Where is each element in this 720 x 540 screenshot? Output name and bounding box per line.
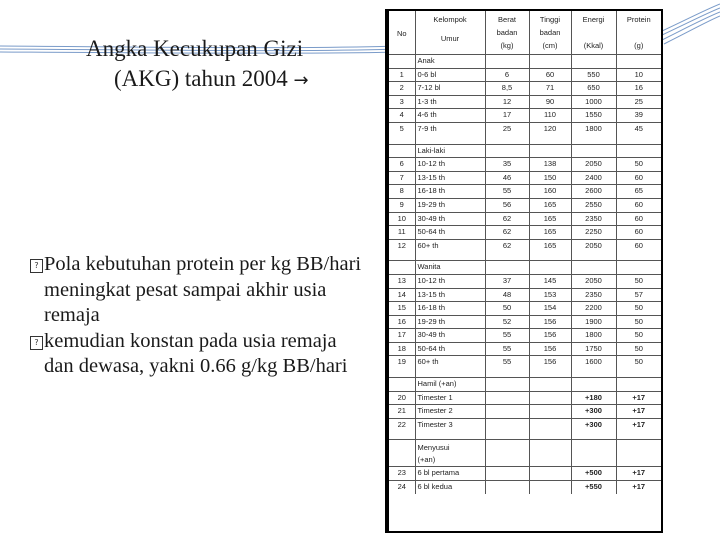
cell-tinggi: 120 <box>529 122 571 135</box>
empty-cell <box>389 261 415 275</box>
section-label <box>415 144 485 158</box>
cell-tinggi: 165 <box>529 212 571 226</box>
empty-cell <box>616 252 661 261</box>
cell-tinggi <box>529 418 571 431</box>
cell-tinggi <box>529 467 571 481</box>
empty-cell <box>529 55 571 69</box>
cell-energi: 2050 <box>571 239 616 252</box>
empty-cell <box>389 136 415 145</box>
empty-cell <box>389 144 415 158</box>
empty-cell <box>571 369 616 378</box>
table-row <box>389 171 661 185</box>
cell-kelompok: Timester 2 <box>415 405 485 419</box>
empty-cell <box>616 431 661 440</box>
section-gap <box>389 369 661 378</box>
cell-berat: 52 <box>485 315 529 329</box>
cell-energi: 1550 <box>571 109 616 123</box>
cell-protein: +17 <box>616 467 661 481</box>
slide-title <box>86 34 309 96</box>
cell-protein: 60 <box>616 212 661 226</box>
section-label <box>415 378 485 392</box>
table-row <box>389 329 661 343</box>
empty-cell <box>389 431 415 440</box>
empty-cell <box>616 378 661 392</box>
empty-cell <box>616 261 661 275</box>
section-label-text: Laki-laki <box>417 145 446 155</box>
section-label-text: Hamil (+an) <box>417 379 457 389</box>
cell-protein: 50 <box>616 342 661 356</box>
empty-cell <box>529 252 571 261</box>
cell-tinggi: 156 <box>529 356 571 369</box>
empty-cell <box>389 440 415 467</box>
cell-kelompok: 1-3 th <box>415 95 485 109</box>
section-label <box>415 440 485 467</box>
cell-energi: 1600 <box>571 356 616 369</box>
cell-berat: 37 <box>485 274 529 288</box>
missing-glyph-icon: ? <box>30 336 43 350</box>
cell-no: 17 <box>389 329 415 343</box>
table-row <box>389 95 661 109</box>
cell-tinggi: 145 <box>529 274 571 288</box>
empty-cell <box>415 136 485 145</box>
empty-cell <box>571 144 616 158</box>
section-label-text: Wanita <box>417 262 441 272</box>
table-row <box>389 467 661 481</box>
header-protein: Protein (g) <box>616 11 661 55</box>
bullet-text: kemudian konstan pada usia remaja dan dewasa, yakni 0.66 g/kg BB/hari <box>44 329 348 377</box>
cell-no: 8 <box>389 185 415 199</box>
cell-tinggi: 138 <box>529 158 571 172</box>
cell-protein: 60 <box>616 171 661 185</box>
cell-tinggi: 165 <box>529 239 571 252</box>
cell-energi: 1900 <box>571 315 616 329</box>
cell-protein: 50 <box>616 329 661 343</box>
cell-kelompok: 30-49 th <box>415 212 485 226</box>
header-energi: Energi (Kkal) <box>571 11 616 55</box>
empty-cell <box>485 252 529 261</box>
cell-protein: 50 <box>616 315 661 329</box>
empty-cell <box>485 55 529 69</box>
cell-berat: 62 <box>485 239 529 252</box>
cell-no: 2 <box>389 82 415 96</box>
cell-protein: 60 <box>616 239 661 252</box>
table-row <box>389 68 661 82</box>
cell-berat: 62 <box>485 226 529 240</box>
cell-berat: 56 <box>485 198 529 212</box>
empty-cell <box>571 252 616 261</box>
cell-no: 19 <box>389 356 415 369</box>
section-label <box>415 261 485 275</box>
cell-berat: 6 <box>485 68 529 82</box>
cell-energi: +300 <box>571 418 616 431</box>
cell-berat <box>485 467 529 481</box>
cell-protein: +17 <box>616 391 661 405</box>
table-row <box>389 122 661 135</box>
section-gap <box>389 252 661 261</box>
empty-cell <box>485 144 529 158</box>
empty-cell <box>571 136 616 145</box>
cell-kelompok: 60+ th <box>415 239 485 252</box>
table-header-row <box>389 11 661 55</box>
section-label-text: Menyusui <box>417 443 450 453</box>
cell-protein: +17 <box>616 418 661 431</box>
empty-cell <box>616 55 661 69</box>
cell-tinggi: 160 <box>529 185 571 199</box>
cell-kelompok: 50-64 th <box>415 342 485 356</box>
cell-kelompok: Timester 1 <box>415 391 485 405</box>
cell-energi: 2050 <box>571 274 616 288</box>
cell-tinggi: 153 <box>529 288 571 302</box>
section-header-row <box>389 378 661 392</box>
cell-kelompok: 10-12 th <box>415 158 485 172</box>
table-row <box>389 226 661 240</box>
section-gap <box>389 431 661 440</box>
table-row <box>389 302 661 316</box>
cell-no: 22 <box>389 418 415 431</box>
cell-kelompok: 13-15 th <box>415 288 485 302</box>
cell-berat <box>485 481 529 494</box>
cell-protein: 50 <box>616 158 661 172</box>
cell-energi: 1750 <box>571 342 616 356</box>
cell-berat: 48 <box>485 288 529 302</box>
cell-energi: 2350 <box>571 212 616 226</box>
cell-berat: 25 <box>485 122 529 135</box>
cell-protein: 60 <box>616 226 661 240</box>
cell-tinggi: 71 <box>529 82 571 96</box>
empty-cell <box>529 144 571 158</box>
cell-berat: 50 <box>485 302 529 316</box>
title-line-1: Angka Kecukupan Gizi <box>86 36 304 61</box>
empty-cell <box>616 440 661 467</box>
cell-no: 11 <box>389 226 415 240</box>
section-header-row <box>389 261 661 275</box>
empty-cell <box>485 261 529 275</box>
cell-no: 21 <box>389 405 415 419</box>
empty-cell <box>485 369 529 378</box>
cell-kelompok: 30-49 th <box>415 329 485 343</box>
cell-energi: 2250 <box>571 226 616 240</box>
cell-protein: 16 <box>616 82 661 96</box>
empty-cell <box>389 369 415 378</box>
table-row <box>389 158 661 172</box>
section-gap <box>389 136 661 145</box>
cell-kelompok: 10-12 th <box>415 274 485 288</box>
header-berat-badan: Berat badan (kg) <box>485 11 529 55</box>
cell-berat: 55 <box>485 342 529 356</box>
cell-energi: 2550 <box>571 198 616 212</box>
cell-kelompok: 13-15 th <box>415 171 485 185</box>
cell-no: 18 <box>389 342 415 356</box>
empty-cell <box>571 378 616 392</box>
cell-no: 13 <box>389 274 415 288</box>
table-row <box>389 342 661 356</box>
section-header-row <box>389 55 661 69</box>
arrow-right-icon: → <box>287 70 309 91</box>
cell-berat <box>485 405 529 419</box>
table-row <box>389 109 661 123</box>
bullet-text: Pola kebutuhan protein per kg BB/hari meningkat pesat sampai akhir usia remaja <box>44 253 362 326</box>
cell-berat: 55 <box>485 185 529 199</box>
cell-tinggi: 156 <box>529 342 571 356</box>
empty-cell <box>571 55 616 69</box>
cell-tinggi: 156 <box>529 315 571 329</box>
cell-energi: +500 <box>571 467 616 481</box>
cell-energi: 1800 <box>571 122 616 135</box>
cell-kelompok: 50-64 th <box>415 226 485 240</box>
cell-energi: 1000 <box>571 95 616 109</box>
cell-no: 6 <box>389 158 415 172</box>
table-row <box>389 288 661 302</box>
cell-kelompok: 60+ th <box>415 356 485 369</box>
cell-protein: 65 <box>616 185 661 199</box>
cell-no: 14 <box>389 288 415 302</box>
cell-protein: 50 <box>616 274 661 288</box>
cell-tinggi: 154 <box>529 302 571 316</box>
cell-kelompok: 16-18 th <box>415 302 485 316</box>
cell-tinggi: 165 <box>529 198 571 212</box>
title-line-2: (AKG) tahun 2004 → <box>114 66 309 91</box>
cell-berat: 8,5 <box>485 82 529 96</box>
cell-no: 1 <box>389 68 415 82</box>
akg-table <box>389 11 661 494</box>
cell-no: 16 <box>389 315 415 329</box>
cell-protein: 10 <box>616 68 661 82</box>
missing-glyph-icon: ? <box>30 259 43 273</box>
empty-cell <box>415 252 485 261</box>
empty-cell <box>616 144 661 158</box>
cell-no: 10 <box>389 212 415 226</box>
table-row <box>389 212 661 226</box>
cell-protein: 45 <box>616 122 661 135</box>
table-row <box>389 391 661 405</box>
cell-kelompok: 7-12 bl <box>415 82 485 96</box>
cell-no: 23 <box>389 467 415 481</box>
table-row <box>389 418 661 431</box>
akg-table-image <box>385 9 663 533</box>
empty-cell <box>571 261 616 275</box>
header-kelompok-umur: Kelompok Umur <box>415 11 485 55</box>
cell-no: 15 <box>389 302 415 316</box>
empty-cell <box>415 431 485 440</box>
cell-energi: 2050 <box>571 158 616 172</box>
table-row <box>389 82 661 96</box>
empty-cell <box>529 431 571 440</box>
cell-berat: 46 <box>485 171 529 185</box>
section-label-sub: (+an) <box>417 455 436 465</box>
header-tinggi-badan: Tinggi badan (cm) <box>529 11 571 55</box>
empty-cell <box>485 431 529 440</box>
cell-no: 20 <box>389 391 415 405</box>
table-row <box>389 239 661 252</box>
cell-tinggi <box>529 405 571 419</box>
empty-cell <box>529 261 571 275</box>
cell-kelompok: 6 bl kedua <box>415 481 485 494</box>
section-label-text: Anak <box>417 56 435 65</box>
table-row <box>389 315 661 329</box>
empty-cell <box>616 369 661 378</box>
cell-kelompok: 16-18 th <box>415 185 485 199</box>
cell-protein: 57 <box>616 288 661 302</box>
cell-energi: +180 <box>571 391 616 405</box>
cell-no: 12 <box>389 239 415 252</box>
cell-energi: +300 <box>571 405 616 419</box>
cell-berat: 62 <box>485 212 529 226</box>
cell-protein: 25 <box>616 95 661 109</box>
empty-cell <box>571 440 616 467</box>
section-header-row <box>389 440 661 467</box>
cell-tinggi: 150 <box>529 171 571 185</box>
cell-energi: 550 <box>571 68 616 82</box>
cell-no: 24 <box>389 481 415 494</box>
cell-energi: +550 <box>571 481 616 494</box>
cell-kelompok: 19-29 th <box>415 315 485 329</box>
cell-protein: 39 <box>616 109 661 123</box>
cell-tinggi: 156 <box>529 329 571 343</box>
bullet-item <box>30 329 370 380</box>
cell-berat <box>485 391 529 405</box>
empty-cell <box>616 136 661 145</box>
cell-berat: 12 <box>485 95 529 109</box>
cell-kelompok: 19-29 th <box>415 198 485 212</box>
cell-berat: 55 <box>485 329 529 343</box>
cell-tinggi: 90 <box>529 95 571 109</box>
cell-energi: 2200 <box>571 302 616 316</box>
cell-no: 4 <box>389 109 415 123</box>
empty-cell <box>485 136 529 145</box>
cell-tinggi: 60 <box>529 68 571 82</box>
cell-kelompok: 6 bl pertama <box>415 467 485 481</box>
table-row <box>389 198 661 212</box>
empty-cell <box>415 369 485 378</box>
cell-kelompok: Timester 3 <box>415 418 485 431</box>
empty-cell <box>529 136 571 145</box>
bullet-item <box>30 252 370 329</box>
table-row <box>389 356 661 369</box>
table-row <box>389 481 661 494</box>
cell-no: 9 <box>389 198 415 212</box>
section-header-row <box>389 144 661 158</box>
cell-tinggi: 165 <box>529 226 571 240</box>
empty-cell <box>485 440 529 467</box>
table-row <box>389 185 661 199</box>
table-row <box>389 274 661 288</box>
cell-protein: 50 <box>616 356 661 369</box>
cell-no: 7 <box>389 171 415 185</box>
cell-protein: 50 <box>616 302 661 316</box>
cell-energi: 2600 <box>571 185 616 199</box>
empty-cell <box>389 378 415 392</box>
section-label <box>415 55 485 69</box>
cell-tinggi: 110 <box>529 109 571 123</box>
cell-tinggi <box>529 391 571 405</box>
empty-cell <box>529 440 571 467</box>
cell-kelompok: 0-6 bl <box>415 68 485 82</box>
empty-cell <box>389 252 415 261</box>
header-no: No <box>389 11 415 55</box>
bullet-list <box>30 252 370 380</box>
cell-berat: 55 <box>485 356 529 369</box>
cell-energi: 1800 <box>571 329 616 343</box>
cell-no: 3 <box>389 95 415 109</box>
cell-protein: +17 <box>616 405 661 419</box>
cell-tinggi <box>529 481 571 494</box>
cell-kelompok: 4-6 th <box>415 109 485 123</box>
empty-cell <box>529 369 571 378</box>
cell-protein: 60 <box>616 198 661 212</box>
cell-berat: 17 <box>485 109 529 123</box>
cell-berat: 35 <box>485 158 529 172</box>
cell-energi: 2350 <box>571 288 616 302</box>
cell-berat <box>485 418 529 431</box>
cell-no: 5 <box>389 122 415 135</box>
cell-energi: 2400 <box>571 171 616 185</box>
cell-protein: +17 <box>616 481 661 494</box>
empty-cell <box>529 378 571 392</box>
cell-kelompok: 7-9 th <box>415 122 485 135</box>
empty-cell <box>571 431 616 440</box>
table-row <box>389 405 661 419</box>
cell-energi: 650 <box>571 82 616 96</box>
empty-cell <box>485 378 529 392</box>
empty-cell <box>389 55 415 69</box>
